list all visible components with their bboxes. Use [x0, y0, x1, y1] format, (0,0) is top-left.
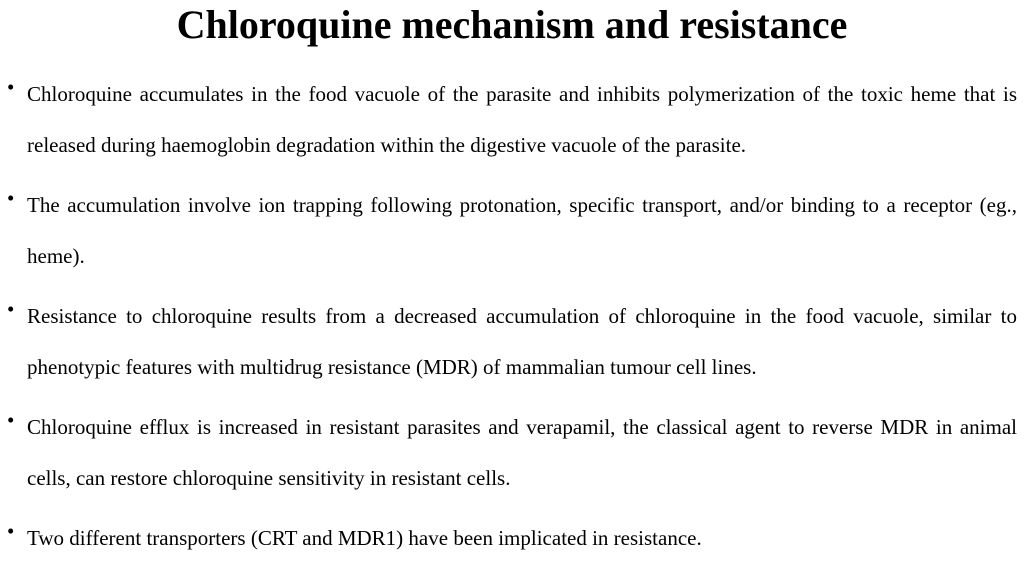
bullet-item [0, 513, 1024, 564]
bullet-list [0, 69, 1024, 574]
bullet-text: Chloroquine accumulates in the food vacuole of the parasite and inhibits polymerization of the toxic heme that is released during haemoglobin degradation within the digestive vacuole of the parasite. [27, 82, 1017, 157]
bullet-item [0, 69, 1024, 170]
bullet-text: Resistance to chloroquine results from a decreased accumulation of chloroquine in the food vacuole, similar to phenotypic features with multidrug resistance (MDR) of mammalian tumour cell lines. [27, 304, 1017, 379]
bullet-item [0, 291, 1024, 392]
bullet-dot-icon: • [7, 75, 15, 99]
bullet-text: Two different transporters (CRT and MDR1) have been implicated in resistance. [27, 526, 702, 550]
bullet-text: The accumulation involve ion trapping following protonation, specific transport, and/or binding to a receptor (eg., heme). [27, 193, 1017, 268]
bullet-dot-icon: • [7, 186, 15, 210]
bullet-dot-icon: • [7, 519, 15, 543]
bullet-dot-icon: • [7, 408, 15, 432]
bullet-text: Chloroquine efflux is increased in resistant parasites and verapamil, the classical agent to reverse MDR in animal cells, can restore chloroquine sensitivity in resistant cells. [27, 415, 1017, 490]
bullet-item [0, 180, 1024, 281]
bullet-dot-icon: • [7, 297, 15, 321]
bullet-item [0, 402, 1024, 503]
slide-title: Chloroquine mechanism and resistance [176, 2, 848, 47]
